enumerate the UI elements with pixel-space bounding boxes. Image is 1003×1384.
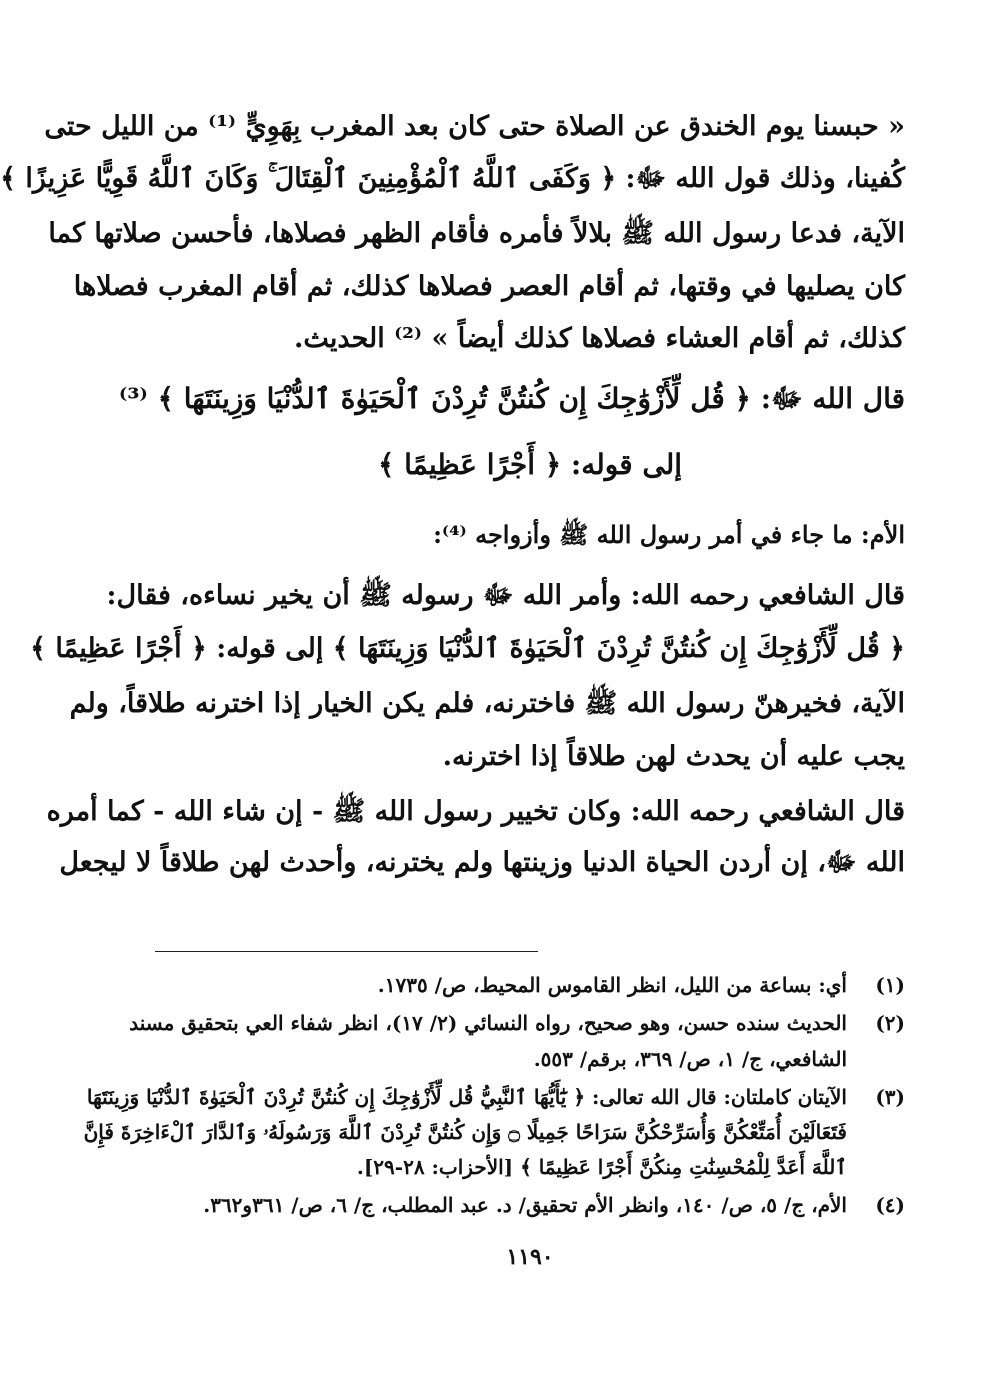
footnote-number-1: (١) xyxy=(875,973,905,997)
section-heading: الأم: ما جاء في أمر رسول الله ﷺ وأزواجه ⁽⁴⁾: xyxy=(433,520,905,549)
page-number: ١١٩٠ xyxy=(506,1244,554,1270)
body-line-2: كُفينا، وذلك قول الله ﷻ: ﴿ وَكَفَى ٱللَّهُ ٱلْمُؤْمِنِينَ ٱلْقِتَالَ ۚ وَكَانَ ٱللَّهُ قَوِيًّا عَزِيزًا ﴾ xyxy=(0,163,905,194)
footnote-number-2: (٢) xyxy=(875,1011,905,1035)
body-line-7: ﴿ قُل لِّأَزْوَٰجِكَ إِن كُنتُنَّ تُرِدْنَ ٱلْحَيَوٰةَ ٱلدُّنْيَا وَزِينَتَهَا ﴾ إلى قوله: ﴿ أَجْرًا عَظِيمًا ﴾ xyxy=(30,633,905,664)
body-line-8: الآية، فخيرهنّ رسول الله ﷺ فاخترنه، فلم يكن الخيار إذا اخترنه طلاقاً، ولم xyxy=(69,688,905,719)
verse-line: قال الله ﷻ: ﴿ قُل لِّأَزْوَٰجِكَ إِن كُنتُنَّ تُرِدْنَ ٱلْحَيَوٰةَ ٱلدُّنْيَا وَزِينَتَهَا ﴾ ⁽³⁾ xyxy=(118,382,905,415)
body-line-5: كذلك، ثم أقام العشاء فصلاها كذلك أيضاً » ⁽²⁾ الحديث. xyxy=(293,323,905,354)
footnote-1-line-1: أي: بساعة من الليل، انظر القاموس المحيط، ص/ ١٧٣٥. xyxy=(377,973,847,997)
footnote-2-line-2: الشافعي، ج/ ١، ص/ ٣٦٩، برقم/ ٥٥٣. xyxy=(533,1047,847,1071)
footnote-number-3: (٣) xyxy=(875,1085,905,1109)
footnote-3-line-2: فَتَعَالَيْنَ أُمَتِّعْكُنَّ وَأُسَرِّحْكُنَّ سَرَاحًا جَمِيلًا ۝ وَإِن كُنتُنَّ تُرِدْنَ ٱللَّهَ وَرَسُولَهُۥ وَٱلدَّارَ ٱلْءَاخِرَةَ فَإِنَّ xyxy=(83,1120,847,1144)
body-line-10: قال الشافعي رحمه الله: وكان تخيير رسول الله ﷺ - إن شاء الله - كما أمره xyxy=(46,796,905,827)
verse-continuation: إلى قوله: ﴿ أَجْرًا عَظِيمًا ﴾ xyxy=(377,448,683,481)
footnote-number-4: (٤) xyxy=(875,1193,905,1217)
body-line-4: كان يصليها في وقتها، ثم أقام العصر فصلاها كذلك، ثم أقام المغرب فصلاها xyxy=(73,271,905,302)
body-line-1: « حبسنا يوم الخندق عن الصلاة حتى كان بعد المغرب بِهَوِيٍّ ⁽¹⁾ من الليل حتى xyxy=(44,111,905,142)
footnote-2-line-1: الحديث سنده حسن، وهو صحيح، رواه النسائي (٢/ ١٧)، انظر شفاء العي بتحقيق مسند xyxy=(129,1011,847,1035)
body-line-6: قال الشافعي رحمه الله: وأمر الله ﷻ رسوله ﷺ أن يخير نساءه، فقال: xyxy=(106,580,905,611)
footnote-4-line-1: الأم، ج/ ٥، ص/ ١٤٠، وانظر الأم تحقيق/ د. عبد المطلب، ج/ ٦، ص/ ٣٦١و٣٦٢. xyxy=(203,1193,847,1217)
footnote-3-line-3: ٱللَّهَ أَعَدَّ لِلْمُحْسِنَٰتِ مِنكُنَّ أَجْرًا عَظِيمًا ﴾ [الأحزاب: ٢٨-٢٩]. xyxy=(356,1155,847,1179)
body-line-9: يجب عليه أن يحدث لهن طلاقاً إذا اخترنه. xyxy=(442,741,905,772)
body-line-3: الآية، فدعا رسول الله ﷺ بلالاً فأمره فأقام الظهر فصلاها، فأحسن صلاتها كما xyxy=(48,218,905,249)
body-line-11: الله ﷻ، إن أردن الحياة الدنيا وزينتها ولم يخترنه، وأحدث لهن طلاقاً لا ليجعل xyxy=(59,847,905,878)
footnote-3-line-1: الآيتان كاملتان: قال الله تعالى: ﴿ يَٰٓأَيُّهَا ٱلنَّبِيُّ قُل لِّأَزْوَٰجِكَ إِن كُنتُنَّ تُرِدْنَ ٱلْحَيَوٰةَ ٱلدُّنْيَا وَزِينَتَهَا xyxy=(86,1085,847,1109)
footnote-separator xyxy=(155,951,538,952)
